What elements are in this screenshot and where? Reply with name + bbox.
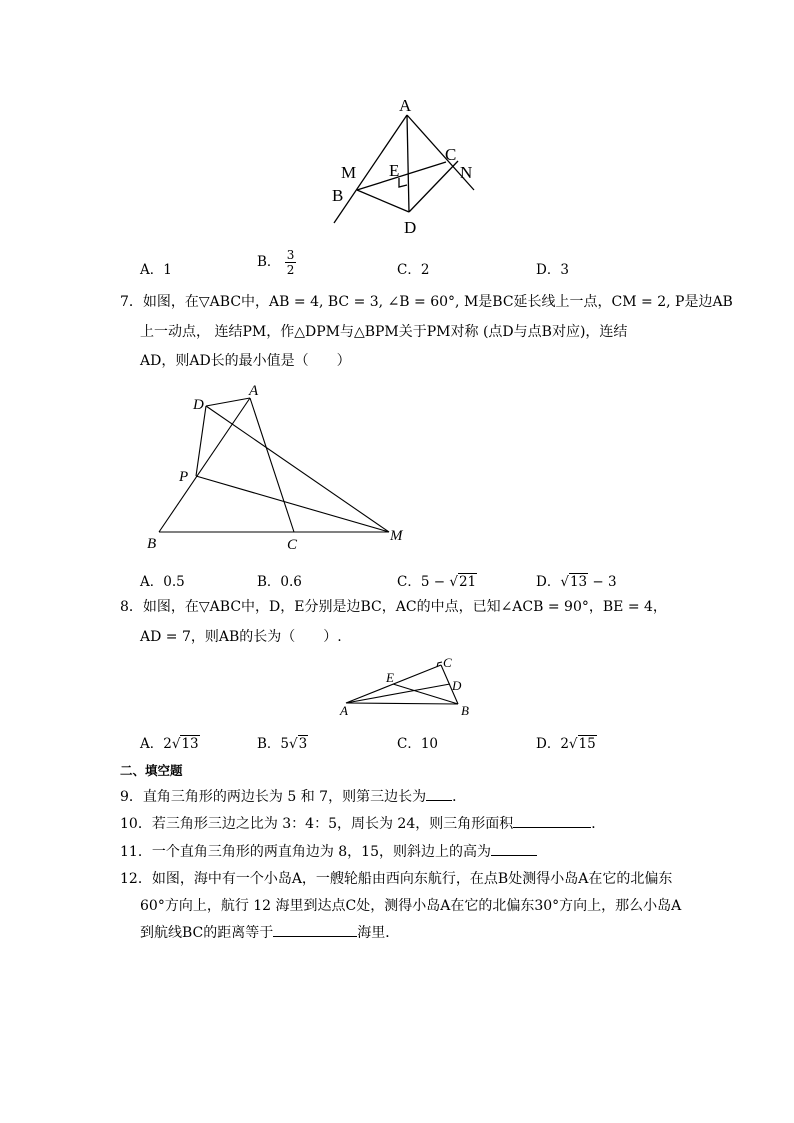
label-m: M [341,163,357,182]
label-c: C [287,537,298,553]
label-d: D [193,397,204,413]
q12-line-2: 60°方向上，航行 12 海里到达点C处，测得小岛A在它的北偏东30°方向上，那么小岛A [140,898,682,914]
line-ad [407,115,409,212]
label-d: D [452,678,462,693]
q7-option-a[interactable]: A．0.5 [140,574,185,590]
label-a: A [340,703,348,718]
answer-blank[interactable] [426,786,452,801]
line-dm [206,406,389,532]
line-md [357,190,409,212]
q7-line-3: AD，则AD长的最小值是（ ） [140,353,351,369]
q8-option-d[interactable]: D．2√15 [536,736,596,752]
answer-blank[interactable] [273,922,357,937]
q8-line-2: AD = 7，则AB的长为（ ）. [140,629,342,645]
label-d: D [404,218,417,237]
label-b: B [147,536,157,552]
q7-line-2: 上一动点， 连结PM，作△DPM与△BPM关于PM对称 (点D与点B对应)，连结 [140,324,628,340]
label-m: M [390,528,403,544]
q6-option-b[interactable]: B． $\frac{3}{2}$ [257,248,295,277]
line-ac [250,398,294,532]
label-e: E [386,670,394,685]
line-ad [346,684,450,703]
section-title: 二、填空题 [120,763,183,778]
label-p: P [179,469,189,485]
label-c: C [443,655,452,670]
label-b: B [461,703,469,718]
figure-2 [140,378,420,558]
q8-option-c[interactable]: C．10 [397,736,439,752]
q6-option-c[interactable]: C．2 [397,262,430,278]
q7-option-d[interactable]: D．√13 − 3 [536,574,617,590]
label-n: N [460,163,473,182]
q8-option-a[interactable]: A．2√13 [140,736,199,752]
answer-blank[interactable] [513,813,591,828]
q12-line-3: 到航线BC的距离等于 海里． [140,918,399,948]
label-b: B [332,186,344,205]
q8-option-b[interactable]: B．5√3 [257,736,308,752]
line-pm [196,476,389,532]
label-e: E [389,161,400,180]
q6-option-a[interactable]: A．1 [140,262,172,278]
q9: 9．直角三角形的两边长为 5 和 7，则第三边长为 ． [120,782,466,812]
figure-3 [335,652,480,724]
answer-blank[interactable] [491,841,537,856]
label-a: A [249,383,259,399]
line-ab [346,703,458,704]
fraction: $\frac{3}{2}$ [286,248,295,277]
label-c: C [445,145,457,164]
q7-option-b[interactable]: B．0.6 [257,574,302,590]
right-angle-mark [399,178,407,187]
line-da [206,398,250,406]
line-dn [409,161,458,212]
q12-line-1: 12．如图，海中有一个小岛A，一艘轮船由西向东航行，在点B处测得小岛A在它的北偏东 [120,871,673,887]
label-a: A [399,96,412,115]
q8-line-1: 8．如图，在▽ABC中，D，E分别是边BC，AC的中点，已知∠ACB = 90°，BE = 4， [120,599,667,615]
q6-option-d[interactable]: D．3 [536,262,569,278]
q11: 11．一个直角三角形的两直角边为 8，15，则斜边上的高为 [120,837,537,867]
q10: 10．若三角形三边之比为 3：4：5，周长为 24，则三角形面积 ． [120,809,605,839]
q7-option-c[interactable]: C．5 − √21 [397,574,477,590]
figure-1 [320,92,490,242]
line-eb [393,684,458,704]
q7-line-1: 7．如图，在▽ABC中，AB = 4, BC = 3, ∠B = 60°, M是BC延长线上一点，CM = 2, P是边AB [120,294,733,310]
